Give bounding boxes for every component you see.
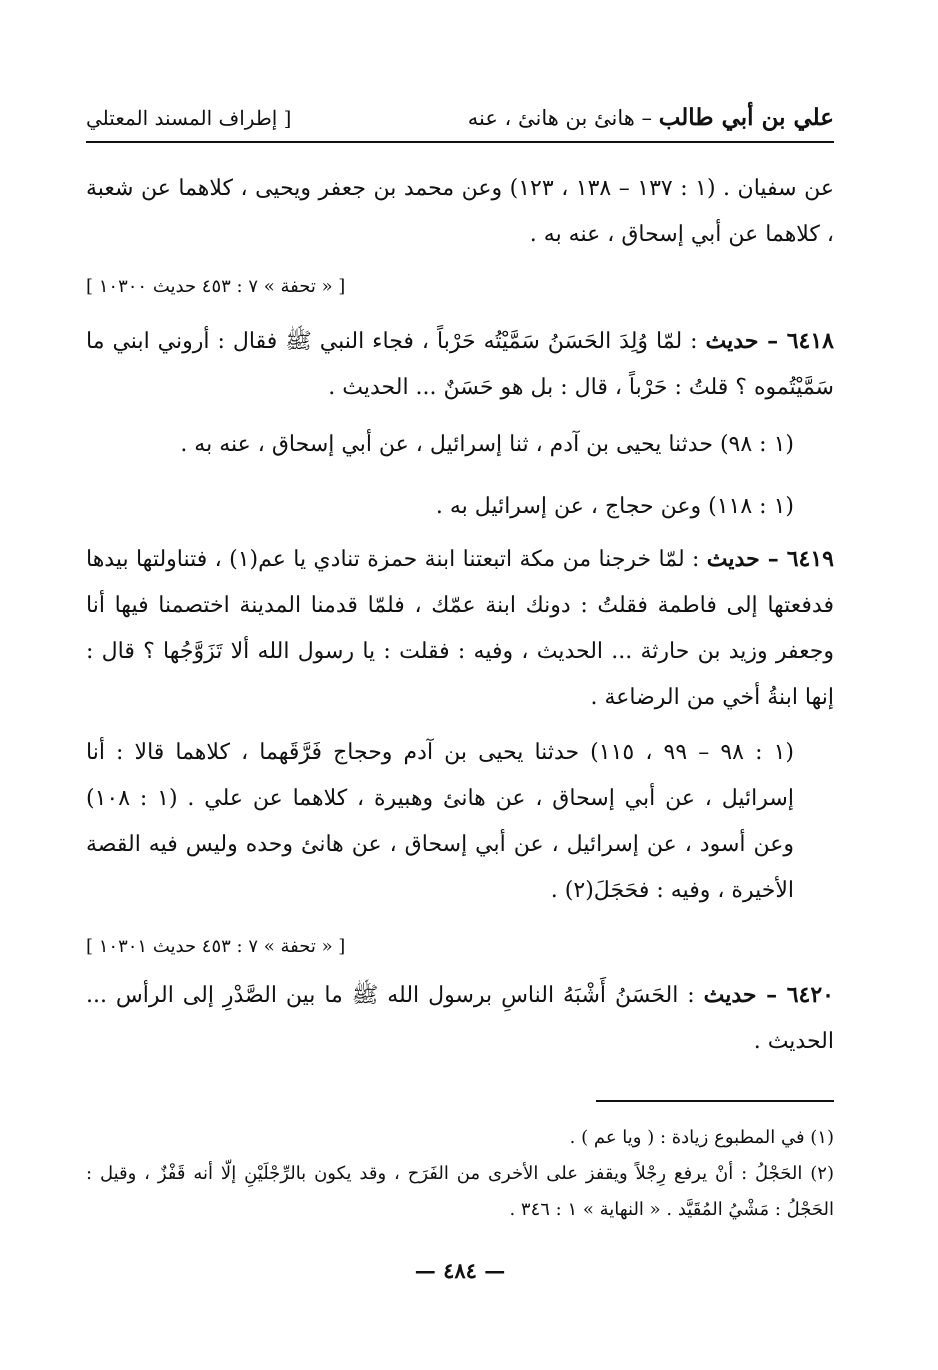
running-title [468,104,834,131]
hadith-6419-text [86,536,834,721]
hadith-6419 [86,536,834,721]
hadith-6418-chain-b: (١ : ١١٨) وعن حجاج ، عن إسرائيل به . [435,494,794,519]
hadith-number: ٦٤١٩ [786,546,834,572]
hadith-6419-chain: (١ : ٩٨ – ٩٩ ، ١١٥) حدثنا يحيى بن آدم وحجاج فَرَّقَهما ، كلاهما قالا : أنا إسرائيل ، عن أبي إسحاق ، عن هانئ وهبيرة ، كلاهما عن علي . (١ : ١٠٨) وعن أسود ، عن إسرائيل ، عن أبي إسحاق ، عن هانئ وحده وليس فيه القصة الأخيرة ، وفيه : فحَجَلَ(٢) . [86,740,794,903]
hadith-6418 [86,318,834,411]
book-title: [ إطراف المسند المعتلي [86,106,292,130]
tuhfa-ref-1-block [86,264,834,310]
hadith-label: – حديث [706,546,787,572]
hadith-body: : لمّا وُلِدَ الحَسَنُ سَمَّيْتُه حَرْباً ، فجاء النبي ﷺ فقال : أروني ابني ما سَمَّيْتُموه ؟ قلتُ : حَرْباً ، قال : بل هو حَسَنٌ ... الحديث . [86,329,834,400]
page [86,100,834,1283]
running-header [86,104,834,143]
hadith-number: ٦٤٢٠ [786,982,834,1008]
hadith-label: – حديث [705,328,787,354]
hadith-label: – حديث [703,982,787,1008]
footnote-1: (١) في المطبوع زيادة : ( ويا عم ) . [569,1127,834,1148]
hadith-number: ٦٤١٨ [786,328,834,354]
footnote-separator [596,1100,834,1102]
hadith-6420-text [86,972,834,1065]
hadith-6418-text [86,318,834,411]
hadith-6418-chain-a-block [86,422,834,468]
continuation-block [86,166,834,258]
footnote-2: (٢) الحَجْلُ : أنْ يرفع رِجْلاً ويقفز على الأخرى من الفَرَح ، وقد يكون بالرِّجْلَيْنِ إلّا أنه قَفْزٌ ، وقيل : الحَجْلُ : مَشْيُ المُقَيَّد . « النهاية » ١ : ٣٤٦ . [86,1163,834,1220]
footnotes [86,1120,834,1228]
hadith-6420 [86,972,834,1065]
tuhfa-reference: [ « تحفة » ٧ : ٤٥٣ حديث ١٠٣٠١ ] [86,936,346,957]
hadith-6418-chain-b-block [86,484,834,530]
continuation-paragraph: عن سفيان . (١ : ١٣٧ – ١٣٨ ، ١٢٣) وعن محمد بن جعفر ويحيى ، كلاهما عن شعبة ، كلاهما عن أبي إسحاق ، عنه به . [86,176,834,247]
tuhfa-ref-2-block [86,924,834,970]
hadith-body: : الحَسَنُ أَشْبَهُ الناسِ برسول الله ﷺ ما بين الصَّدْرِ إلى الرأس ... الحديث . [86,983,834,1054]
hadith-body: : لمّا خرجنا من مكة اتبعتنا ابنة حمزة تنادي يا عم(١) ، فتناولتها بيدها فدفعتها إلى فاطمة فقلتُ : دونك ابنة عمّك ، فلمّا قدمنا المدينة اختصمنا فيها أنا وجعفر وزيد بن حارثة ... الحديث ، وفيه : فقلت : يا رسول الله ألا تَزَوَّجُها ؟ قال : إنها ابنةُ أخي من الرضاعة . [86,547,834,710]
tuhfa-reference: [ « تحفة » ٧ : ٤٥٣ حديث ١٠٣٠٠ ] [86,276,346,297]
hadith-6419-chain-block [86,730,834,914]
page-number: — ٤٨٤ — [414,1258,506,1283]
running-title-rest: – هانئ بن هانئ ، عنه [467,106,659,130]
running-title-bold: علي بن أبي طالب [658,104,834,131]
hadith-6418-chain-a: (١ : ٩٨) حدثنا يحيى بن آدم ، ثنا إسرائيل ، عن أبي إسحاق ، عنه به . [180,432,794,457]
